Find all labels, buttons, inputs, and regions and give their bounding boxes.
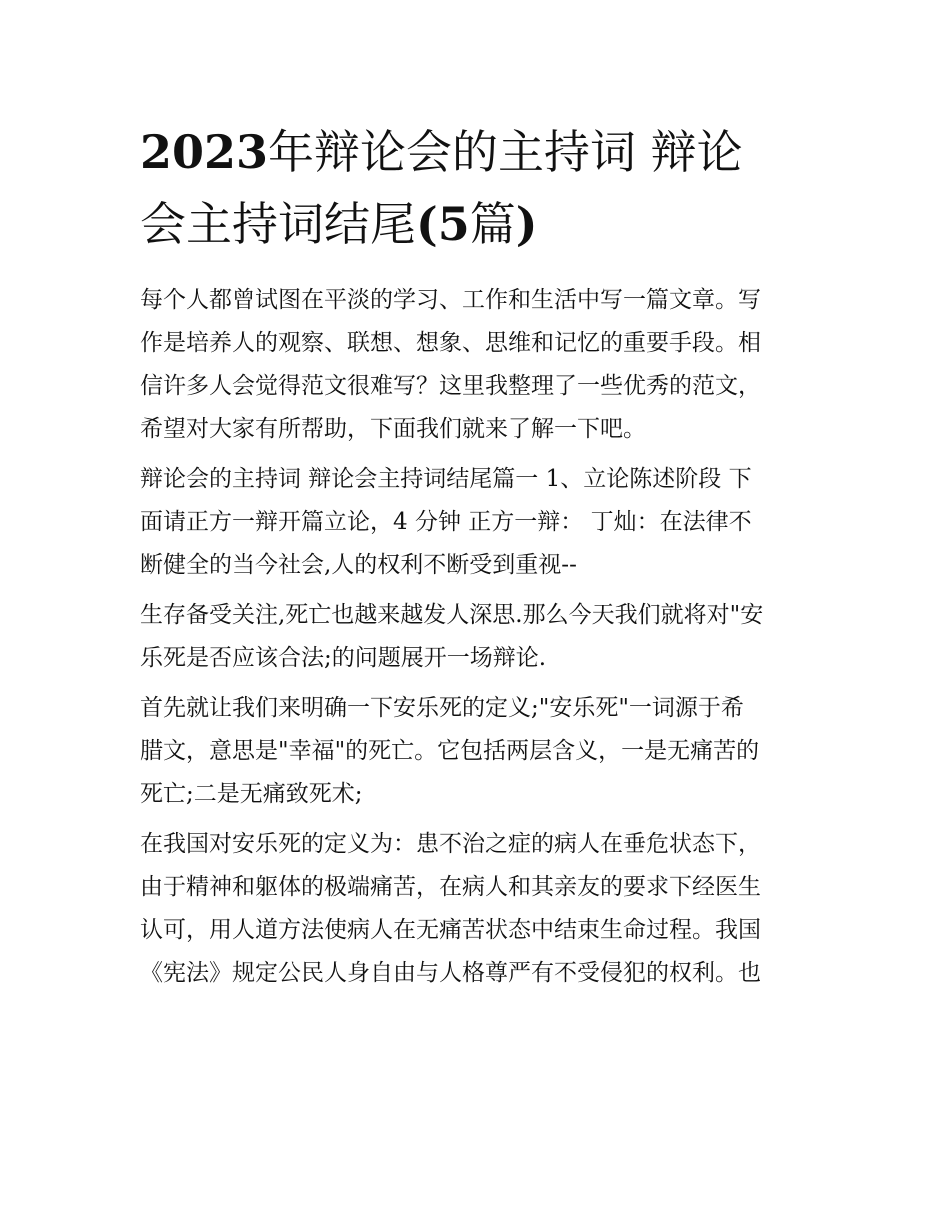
document-body (140, 279, 820, 995)
body-text-line: 面请正方一辩开篇立论，4 分钟 正方一辩： 丁灿：在法律不 (140, 509, 752, 535)
body-text-line: 希望对大家有所帮助，下面我们就来了解一下吧。 (140, 416, 646, 442)
body-text-line: 生存备受关注,死亡也越来越发人深思.那么今天我们就将对"安 (140, 602, 764, 628)
body-text-line: 认可，用人道方法使病人在无痛苦状态中结束生命过程。我国 (140, 917, 761, 943)
title-line (140, 188, 820, 260)
body-text-line: 首先就让我们来明确一下安乐死的定义;"安乐死"一词源于希 (140, 695, 744, 721)
title-segment: 年辩论会的主持词 辩论 (268, 125, 743, 179)
body-text-line: 作是培养人的观察、联想、想象、思维和记忆的重要手段。相 (140, 330, 761, 356)
body-text-line: 每个人都曾试图在平淡的学习、工作和生活中写一篇文章。写 (140, 287, 761, 313)
document-title (140, 116, 820, 260)
title-segment: ) (515, 197, 538, 251)
title-segment: 2023 (140, 125, 269, 179)
body-text-line: 在我国对安乐死的定义为：患不治之症的病人在垂危状态下， (140, 831, 761, 857)
body-text-line: 乐死是否应该合法;的问题展开一场辩论. (140, 645, 547, 671)
title-segment: (5 (416, 197, 470, 251)
title-segment: 篇 (469, 197, 516, 251)
body-text-line: 信许多人会觉得范文很难写？这里我整理了一些优秀的范文， (140, 373, 761, 399)
body-text-line: 腊文，意思是"幸福"的死亡。它包括两层含义，一是无痛苦的 (140, 738, 760, 764)
body-text-line: 由于精神和躯体的极端痛苦，在病人和其亲友的要求下经医生 (140, 874, 761, 900)
body-text-line: 死亡;二是无痛致死术; (140, 781, 363, 807)
title-segment: 会主持词结尾 (140, 197, 416, 251)
body-text-line: 辩论会的主持词 辩论会主持词结尾篇一 1、立论陈述阶段 下 (140, 466, 752, 492)
body-text-line: 《宪法》规定公民人身自由与人格尊严有不受侵犯的权利。也 (140, 960, 761, 986)
body-text-line: 断健全的当今社会,人的权利不断受到重视-- (140, 552, 577, 578)
title-line (140, 116, 820, 188)
